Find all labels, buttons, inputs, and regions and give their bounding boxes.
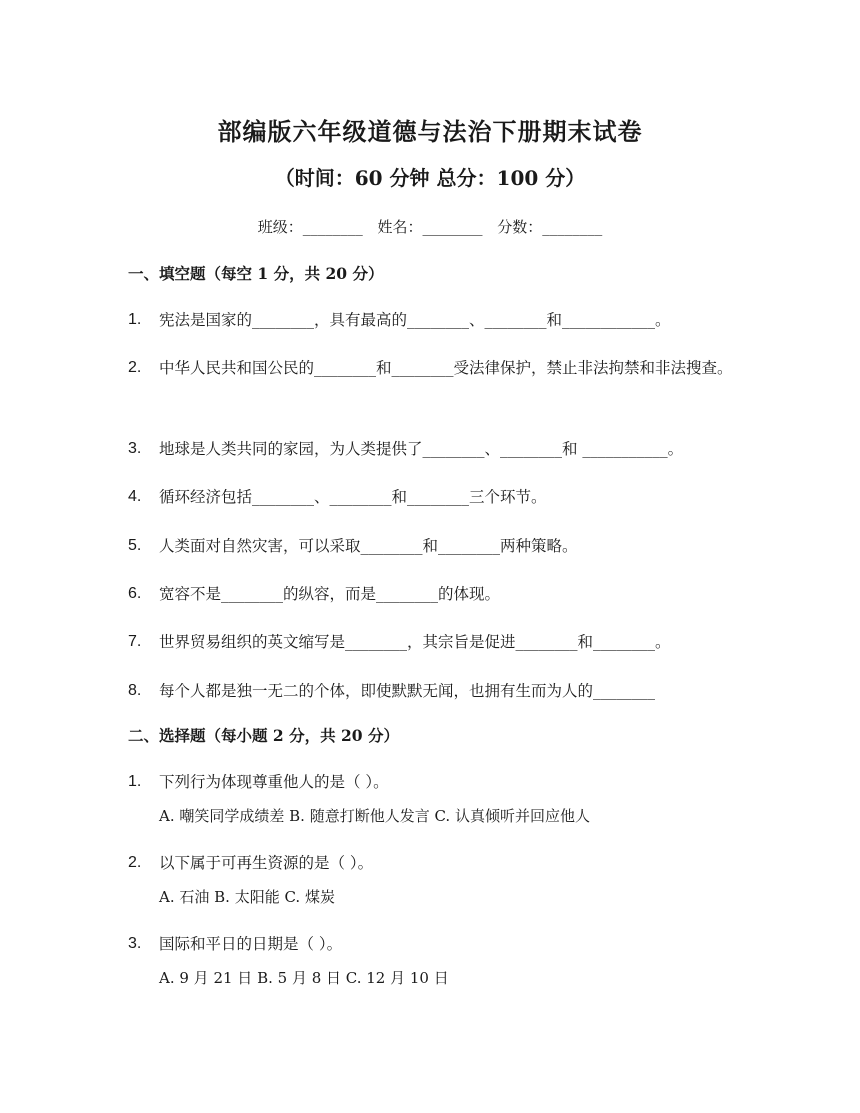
question-number: 1.: [128, 773, 142, 790]
class-field: 班级：________: [257, 218, 363, 236]
question-text: 循环经济包括________、________和________三个环节。: [159, 488, 547, 506]
question-text: 人类面对自然灾害，可以采取________和________两种策略。: [159, 537, 578, 555]
question-number: 7.: [128, 633, 142, 650]
name-field: 姓名：________: [377, 218, 483, 236]
choice-options: A. 9 月 21 日 B. 5 月 8 日 C. 12 月 10 日: [159, 969, 449, 987]
question-number: 6.: [128, 585, 142, 602]
question-text: 宪法是国家的________，具有最高的________、________和____________。: [159, 311, 671, 329]
fill-question: [128, 577, 748, 611]
question-number: 3.: [128, 440, 142, 457]
score-field: 分数：________: [497, 218, 603, 236]
section-heading-multiple-choice: 二、选择题（每小题 2 分，共 20 分）: [128, 726, 399, 745]
fill-question: [128, 625, 748, 659]
question-number: 8.: [128, 682, 142, 699]
choice-question: [128, 765, 748, 799]
choice-question: [128, 927, 748, 961]
student-info-line: [0, 216, 860, 237]
question-text: 中华人民共和国公民的________和________受法律保护，禁止非法拘禁和非法搜查。: [159, 359, 733, 377]
question-text: 地球是人类共同的家园，为人类提供了________、________和 ___________。: [159, 440, 684, 458]
question-number: 1.: [128, 311, 142, 328]
choice-question: [128, 846, 748, 880]
question-text: 国际和平日的日期是（ ）。: [159, 935, 343, 953]
question-text: 下列行为体现尊重他人的是（ ）。: [159, 773, 389, 791]
fill-question: [128, 432, 748, 466]
question-number: 3.: [128, 935, 142, 952]
fill-question: [128, 674, 748, 708]
question-text: 世界贸易组织的英文缩写是________，其宗旨是促进________和________。: [159, 633, 671, 651]
fill-question: [128, 529, 748, 563]
question-number: 2.: [128, 854, 142, 871]
exam-title: 部编版六年级道德与法治下册期末试卷: [217, 117, 643, 146]
question-number: 5.: [128, 537, 142, 554]
choice-options: A. 嘲笑同学成绩差 B. 随意打断他人发言 C. 认真倾听并回应他人: [159, 807, 590, 825]
question-text: 每个人都是独一无二的个体，即使默默无闻，也拥有生而为人的________: [159, 682, 656, 700]
fill-question: [128, 480, 748, 514]
question-text: 宽容不是________的纵容，而是________的体现。: [159, 585, 501, 603]
question-number: 2.: [128, 359, 142, 376]
question-number: 4.: [128, 488, 142, 505]
fill-question: [128, 351, 748, 385]
section-heading-fill-blank: 一、填空题（每空 1 分，共 20 分）: [128, 264, 384, 283]
exam-subtitle: （时间：60 分钟 总分：100 分）: [274, 166, 586, 190]
fill-question: [128, 303, 748, 337]
question-text: 以下属于可再生资源的是（ ）。: [159, 854, 374, 872]
choice-options: A. 石油 B. 太阳能 C. 煤炭: [159, 888, 335, 906]
